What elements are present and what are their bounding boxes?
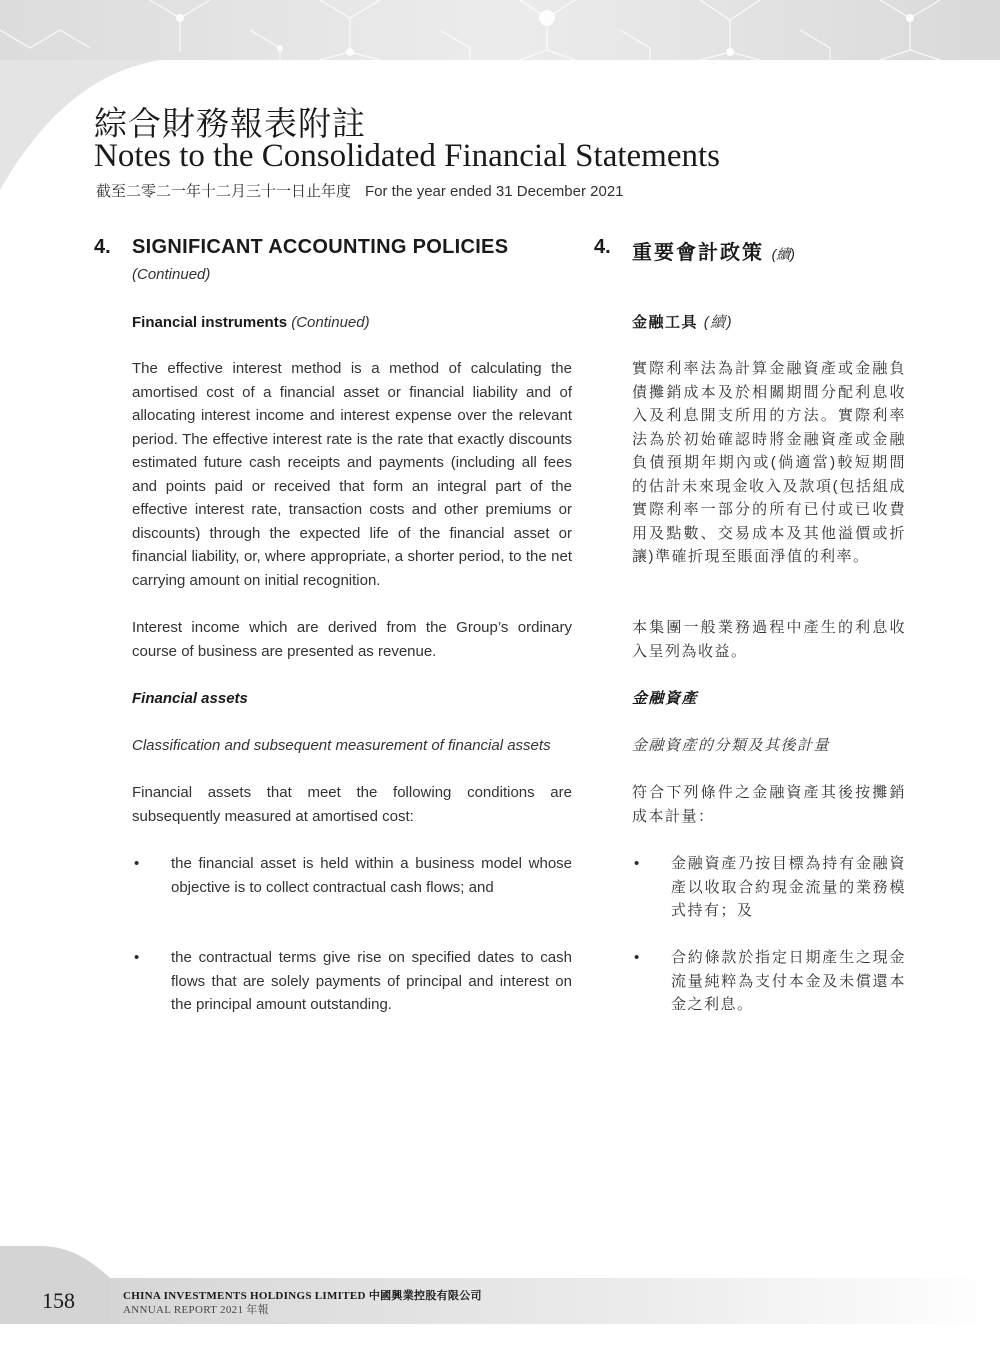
- paragraph-interest-income: Interest income which are derived from the Group’s ordinary course of business are presented as revenue.: [132, 619, 572, 660]
- section-title: SIGNIFICANT ACCOUNTING POLICIES: [132, 236, 509, 258]
- heading-financial-assets: Financial assets: [132, 690, 248, 707]
- sub-heading-zh-text: 金融工具: [632, 314, 699, 331]
- page-title-en: Notes to the Consolidated Financial Statements: [94, 138, 720, 174]
- heading-classification-zh: 金融資產的分類及其後計量: [632, 737, 831, 754]
- period-subtitle: [96, 180, 624, 201]
- bullet-marker-zh: •: [634, 855, 640, 872]
- section-continued: (Continued): [132, 266, 211, 283]
- sub-heading-continued: (Continued): [291, 314, 370, 331]
- report-name: ANNUAL REPORT 2021 年報: [123, 1304, 269, 1316]
- paragraph-conditions: Financial assets that meet the following conditions are subsequently measured at amortised cost:: [132, 784, 572, 825]
- heading-classification: Classification and subsequent measurement of financial assets: [132, 737, 551, 754]
- sub-heading-text: Financial instruments: [132, 314, 288, 331]
- paragraph-effective-interest-zh: 實際利率法為計算金融資產或金融負債攤銷成本及於相關期間分配利息收入及利息開支所用的方法。實際利率法為於初始確認時將金融資產或金融負債預期年期內或(倘適當)較短期間的估計未來現金收入及款項(包括組成實際利率一部分的所有已付或已收費用及點數、交易成本及其他溢價或折讓)準確折現至賬面淨值的利率。: [632, 360, 906, 565]
- sub-heading: [132, 311, 572, 335]
- bullet-contractual-terms: the contractual terms give rise on specified dates to cash flows that are solely payments of principal and interest on the principal amount outstanding.: [171, 949, 572, 1013]
- period-zh: 截至二零二一年十二月三十一日止年度: [96, 183, 352, 200]
- page-number: 158: [42, 1288, 75, 1313]
- company-name: CHINA INVESTMENTS HOLDINGS LIMITED 中國興業控股有限公司: [123, 1290, 482, 1302]
- section-title-zh: [632, 236, 795, 265]
- section-continued-zh: (續): [771, 246, 795, 262]
- bullet-marker: •: [134, 949, 140, 966]
- bullet-business-model-zh: 金融資產乃按目標為持有金融資產以收取合約現金流量的業務模式持有；及: [671, 855, 906, 919]
- section-title-zh-text: 重要會計政策: [632, 242, 764, 264]
- section-number: 4.: [94, 236, 111, 258]
- bullet-contractual-terms-zh: 合約條款於指定日期產生之現金流量純粹為支付本金及未償還本金之利息。: [671, 949, 906, 1013]
- heading-financial-assets-zh: 金融資產: [632, 690, 699, 707]
- period-en: For the year ended 31 December 2021: [365, 183, 624, 200]
- paragraph-effective-interest: The effective interest method is a method of calculating the amortised cost of a financial asset or financial liability and of allocating interest income and interest expense over the relevant period. The effective interest rate is the rate that exactly discounts estimated future cash receipts and payments (including all fees and points paid or received that form an integral part of the effective interest rate, transaction costs and other premiums or discounts) through the expected life of the financial asset or financial liability, or, where appropriate, a shorter period, to the net carrying amount on initial recognition.: [132, 360, 572, 589]
- bullet-marker: •: [134, 855, 140, 872]
- page-title-zh: 綜合財務報表附註: [94, 104, 366, 143]
- bullet-business-model: the financial asset is held within a business model whose objective is to collect contractual cash flows; and: [171, 855, 572, 896]
- section-number-zh: 4.: [594, 236, 611, 258]
- sub-heading-zh: [632, 311, 906, 335]
- bullet-marker-zh: •: [634, 949, 640, 966]
- paragraph-interest-income-zh: 本集團一般業務過程中產生的利息收入呈列為收益。: [632, 619, 906, 660]
- sub-heading-zh-continued: (續): [703, 314, 734, 331]
- paragraph-conditions-zh: 符合下列條件之金融資產其後按攤銷成本計量：: [632, 784, 906, 825]
